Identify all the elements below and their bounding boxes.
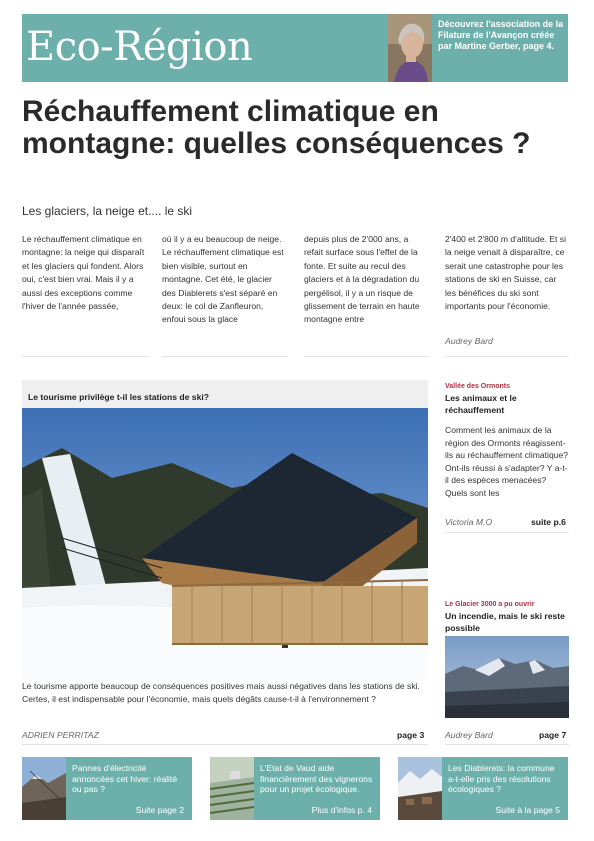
- main-headline: Réchauffement climatique en montagne: quelles conséquences ?: [22, 95, 531, 160]
- masthead-title: Eco-Région: [26, 24, 253, 70]
- column-divider: [162, 356, 288, 357]
- promo-3-text: Les Diablerets: la commune a-t-elle pris des résolutions écologiques ?: [448, 763, 555, 794]
- promo-1-body: [66, 757, 192, 820]
- promo-2-body: [254, 757, 380, 820]
- feature-kicker-box: [22, 380, 428, 408]
- sidebar-story2-author: Audrey Bard: [445, 730, 493, 740]
- feature-page-link[interactable]: page 3: [397, 730, 425, 740]
- sidebar-story1-title[interactable]: Les animaux et le réchauffement: [445, 393, 517, 415]
- feature-kicker[interactable]: Le tourisme privilège t-il les stations de ski?: [28, 392, 209, 402]
- chairlift-station-photo[interactable]: [22, 408, 428, 680]
- mountain-ridge-photo[interactable]: [445, 636, 569, 718]
- feature-author: ADRIEN PERRITAZ: [22, 730, 99, 740]
- column-divider: [445, 356, 569, 357]
- sidebar-story2-title[interactable]: Un incendie, mais le ski reste possible: [445, 611, 565, 633]
- article-column-1: Le réchauffement climatique en montagne: la neige qui disparaît et les glaciers qui fondent. Alors oui, c'est bien vrai. Mais il y a aussi des exceptions comme l'hiver de l'année passée,: [22, 234, 145, 312]
- main-subhead: Les glaciers, la neige et.... le ski: [22, 204, 193, 218]
- feature-divider: [22, 744, 428, 745]
- promo-2-photo: [210, 757, 254, 820]
- promo-2-link[interactable]: Plus d'infos p. 4: [311, 805, 372, 815]
- column-divider: [22, 356, 148, 357]
- article-column-2: où il y a eu beaucoup de neige. Le réchauffement climatique est bien visible, surtout en montagne. Cet été, le glacier des Diablerets s'est séparé en deux: le col de Zanfleuron, enfoui sous la glace: [162, 234, 284, 325]
- sidebar-story2-page-link[interactable]: page 7: [539, 730, 567, 740]
- main-article-author: Audrey Bard: [445, 336, 493, 346]
- promo-3-photo: [398, 757, 442, 820]
- promo-box-1[interactable]: [22, 757, 192, 820]
- sidebar-story1-body: Comment les animaux de la région des Ormonts réagissent-ils au réchauffement climatique? Ont-ils réussi à s'adapter? Y a-t-il des espèces menacées? Quels sont les: [445, 425, 569, 498]
- promo-3-link[interactable]: Suite à la page 5: [495, 805, 560, 815]
- masthead-promo-text[interactable]: Découvrez l'association de la Filature de l'Avançon créée par Martine Gerber, page 4.: [438, 19, 564, 51]
- sidebar-story1-link[interactable]: suite p.6: [531, 517, 566, 527]
- feature-lead-text: Le tourisme apporte beaucoup de conséquences positives mais aussi négatives dans les stations de ski. Certes, il est indispensable pour l'économie, mais quels dégâts cause-t-il à l'environnement ?: [22, 681, 420, 705]
- sidebar-divider: [445, 532, 569, 533]
- promo-3-body: [442, 757, 568, 820]
- promo-box-3[interactable]: [398, 757, 568, 820]
- promo-1-photo: [22, 757, 66, 820]
- article-column-4: 2'400 et 2'800 m d'altitude. Et si la neige venait à disparaître, ce serait une catastrophe pour les stations de ski en Suisse, car les bénéfices du ski sont importants pour l'économie.: [445, 234, 567, 312]
- article-column-3: depuis plus de 2'000 ans, a refait surface sous l'effet de la fonte. Et suite au recul des glaciers et à la dégradation du pergélisol, il y a un risque de glissement de terrain en haute montagne entre: [304, 234, 420, 325]
- promo-2-text: L'Etat de Vaud aide financièrement des vignerons pour un projet écologique.: [260, 763, 373, 794]
- promo-1-link[interactable]: Suite page 2: [135, 805, 184, 815]
- column-divider: [304, 356, 428, 357]
- promo-box-2[interactable]: [210, 757, 380, 820]
- masthead-portrait-photo[interactable]: [388, 14, 432, 82]
- masthead-banner: [22, 14, 568, 82]
- promo-1-text: Pannes d'électricité annoncées cet hiver: réalité ou pas ?: [72, 763, 178, 794]
- sidebar-story1-author: Victoria M.O: [445, 517, 493, 527]
- sidebar-divider: [445, 744, 569, 745]
- sidebar-story2-kicker: Le Glacier 3000 a pu ouvrir: [445, 601, 535, 608]
- sidebar-story1-kicker: Vallée des Ormonts: [445, 383, 510, 390]
